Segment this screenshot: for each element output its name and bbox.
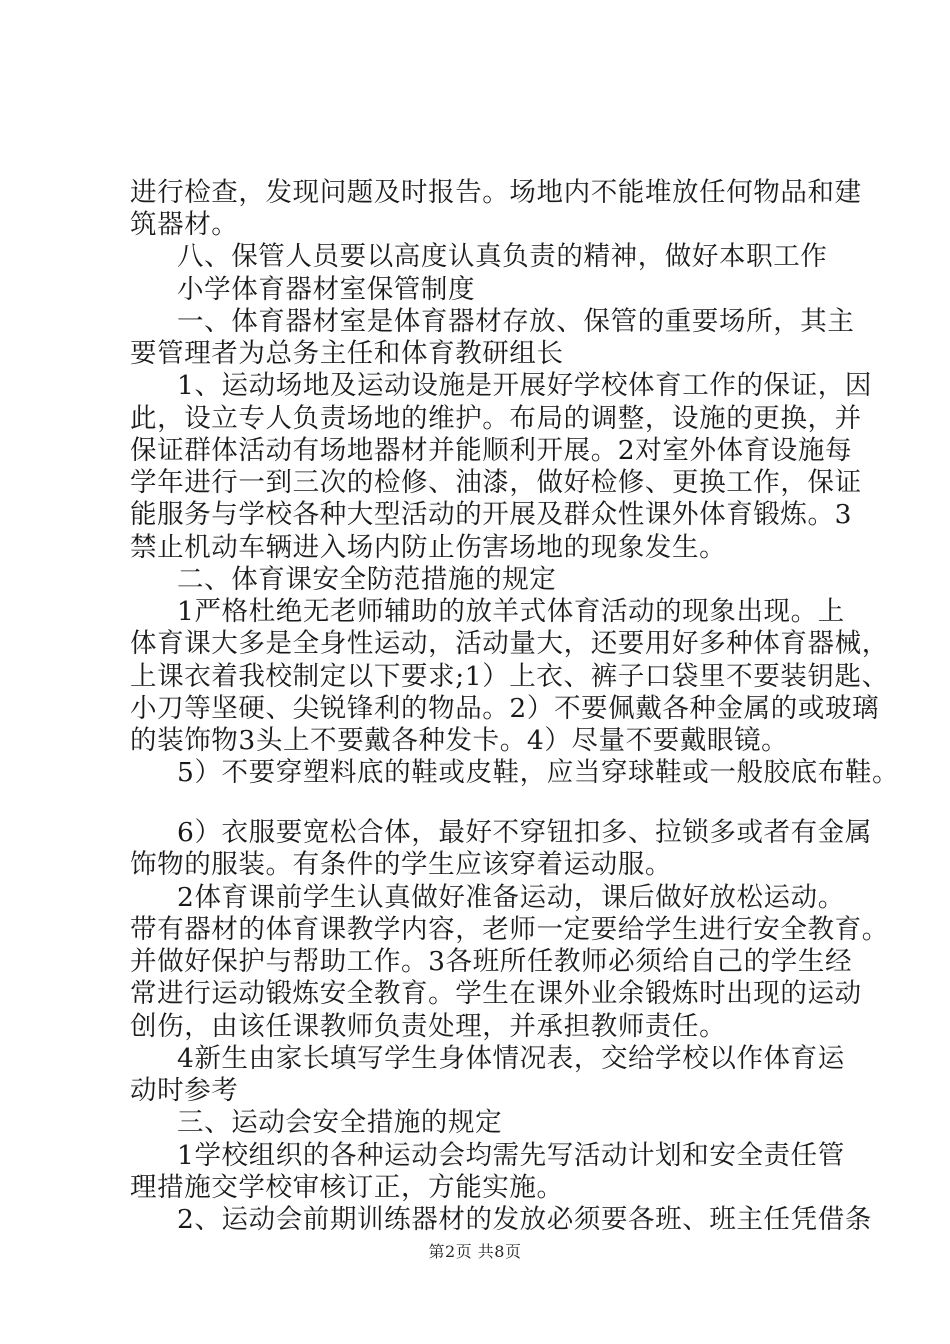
text-line: 2体育课前学生认真做好准备运动，课后做好放松运动。	[177, 882, 845, 913]
text-line: 动时参考	[130, 1075, 239, 1106]
text-line: 6）衣服要宽松合体，最好不穿钮扣多、拉锁多或者有金属	[177, 817, 872, 848]
text-line: 小学体育器材室保管制度	[177, 274, 476, 305]
text-line: 小刀等坚硬、尖锐锋利的物品。2）不要佩戴各种金属的或玻璃	[130, 693, 880, 724]
text-line: 5）不要穿塑料底的鞋或皮鞋，应当穿球鞋或一般胶底布鞋。	[177, 757, 900, 788]
text-line: 并做好保护与帮助工作。3各班所任教师必须给自己的学生经	[130, 946, 853, 977]
text-line: 1严格杜绝无老师辅助的放羊式体育活动的现象出现。上	[177, 596, 845, 627]
text-line: 八、保管人员要以高度认真负责的精神，做好本职工作	[177, 241, 828, 272]
text-line: 进行检查，发现问题及时报告。场地内不能堆放任何物品和建	[130, 177, 862, 208]
text-line: 2、运动会前期训练器材的发放必须要各班、班主任凭借条	[177, 1204, 872, 1235]
text-line: 禁止机动车辆进入场内防止伤害场地的现象发生。	[130, 532, 727, 563]
text-line: 学年进行一到三次的检修、油漆，做好检修、更换工作，保证	[130, 467, 862, 498]
text-line: 创伤，由该任课教师负责处理，并承担教师责任。	[130, 1011, 727, 1042]
text-line: 筑器材。	[130, 209, 239, 240]
text-line: 常进行运动锻炼安全教育。学生在课外业余锻炼时出现的运动	[130, 978, 862, 1009]
text-line: 要管理者为总务主任和体育教研组长	[130, 338, 564, 369]
page-number-footer: 第2页 共8页	[428, 1242, 522, 1261]
text-line: 此，设立专人负责场地的维护。布局的调整，设施的更换，并	[130, 403, 862, 434]
text-line: 理措施交学校审核订正，方能实施。	[130, 1172, 564, 1203]
text-line: 4新生由家长填写学生身体情况表，交给学校以作体育运	[177, 1043, 845, 1074]
text-line: 三、运动会安全措施的规定	[177, 1107, 503, 1138]
text-line: 的装饰物3头上不要戴各种发卡。4）尽量不要戴眼镜。	[130, 725, 789, 756]
text-line: 带有器材的体育课教学内容，老师一定要给学生进行安全教育。	[130, 914, 889, 945]
text-line: 1、运动场地及运动设施是开展好学校体育工作的保证，因	[177, 370, 872, 401]
text-line: 二、体育课安全防范措施的规定	[177, 564, 557, 595]
text-line: 体育课大多是全身性运动，活动量大，还要用好多种体育器械，	[130, 628, 889, 659]
text-line: 饰物的服装。有条件的学生应该穿着运动服。	[130, 849, 672, 880]
text-line: 保证群体活动有场地器材并能顺利开展。2对室外体育设施每	[130, 435, 853, 466]
text-line: 能服务与学校各种大型活动的开展及群众性课外体育锻炼。3	[130, 499, 853, 530]
text-line: 上课衣着我校制定以下要求;1）上衣、裤子口袋里不要装钥匙、	[130, 661, 889, 692]
text-line: 一、体育器材室是体育器材存放、保管的重要场所，其主	[177, 306, 855, 337]
text-line: 1学校组织的各种运动会均需先写活动计划和安全责任管	[177, 1140, 845, 1171]
